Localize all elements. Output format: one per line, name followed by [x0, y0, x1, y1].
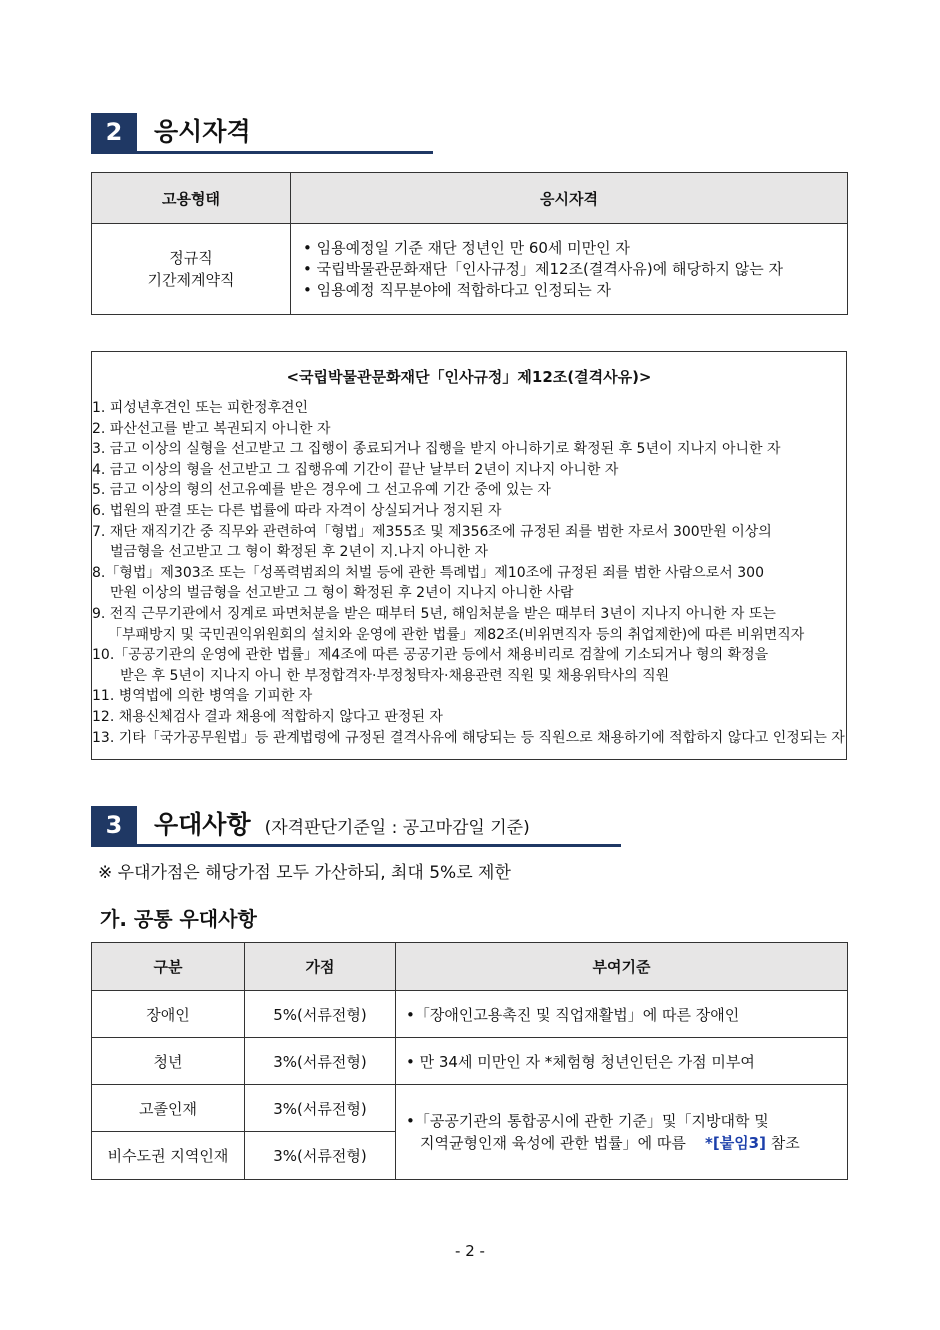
- list-item: 2. 파산선고를 받고 복권되지 아니한 자: [92, 420, 331, 437]
- section-title: 응시자격: [154, 117, 251, 146]
- list-item: 8.「형법」제303조 또는「성폭력범죄의 처벌 등에 관한 특례법」제10조에 규정된 죄를 범한 사람으로서 300: [92, 564, 764, 581]
- employment-type: 정규직: [169, 249, 213, 267]
- list-item: 6. 법원의 판결 또는 다른 법률에 따라 자격이 상실되거나 정지된 자: [92, 502, 502, 519]
- table-row: [92, 1085, 848, 1132]
- points-cell: 3%(서류전형): [245, 1038, 396, 1085]
- section-title-text: 우대사항: [154, 810, 251, 839]
- disqualification-list: [92, 398, 848, 748]
- criteria-cell: •「장애인고용촉진 및 직업재활법」에 따른 장애인: [396, 991, 848, 1038]
- category-cell: 비수도권 지역인재: [92, 1132, 245, 1180]
- points-cell: 5%(서류전형): [245, 991, 396, 1038]
- criteria-line: •「공공기관의 통합공시에 관한 기준」및「지방대학 및: [406, 1112, 769, 1130]
- list-item: 4. 금고 이상의 형을 선고받고 그 집행유예 기간이 끝난 날부터 2년이 지나지 아니한 자: [92, 461, 619, 478]
- qualification-table: [91, 172, 848, 315]
- section-title: [154, 806, 530, 847]
- category-cell: 고졸인재: [92, 1085, 245, 1132]
- criteria-line: [406, 1132, 846, 1154]
- table-header: 고용형태: [92, 173, 291, 224]
- section-number: 3: [91, 806, 137, 844]
- table-header: 가점: [245, 943, 396, 991]
- table-header: 구분: [92, 943, 245, 991]
- list-item: 13. 기타「국가공무원법」등 관계법령에 규정된 결격사유에 해당되는 등 직원으로 채용하기에 적합하지 않다고 인정되는 자: [92, 729, 845, 746]
- table-header: 부여기준: [396, 943, 848, 991]
- list-item: 11. 병역법에 의한 병역을 기피한 자: [92, 688, 313, 705]
- list-item: 7. 재단 재직기간 중 직무와 관련하여「형법」제355조 및 제356조에 규정된 죄를 범한 자로서 300만원 이상의: [92, 523, 772, 540]
- box-title: <국립박물관문화재단「인사규정」제12조(결격사유)>: [286, 368, 652, 386]
- table-row: [92, 991, 848, 1038]
- points-cell: 3%(서류전형): [245, 1085, 396, 1132]
- criteria-cell: • 만 34세 미만인 자 *체험형 청년인턴은 가점 미부여: [396, 1038, 848, 1085]
- points-cell: 3%(서류전형): [245, 1132, 396, 1180]
- list-item: 만원 이상의 벌금형을 선고받고 그 형이 확정된 후 2년이 지나지 아니한 사람: [110, 585, 574, 602]
- list-item: • 임용예정일 기준 재단 정년인 만 60세 미만인 자: [303, 238, 630, 257]
- section-underline: [91, 151, 433, 154]
- page-number: - 2 -: [455, 1242, 485, 1260]
- category-cell: 청년: [92, 1038, 245, 1085]
- preference-table: [91, 942, 848, 1180]
- category-cell: 장애인: [92, 991, 245, 1038]
- qualification-cell: [291, 224, 848, 315]
- criteria-suffix: 참조: [770, 1134, 800, 1152]
- list-item: 12. 채용신체검사 결과 채용에 적합하지 않다고 판정된 자: [92, 708, 443, 725]
- list-item: • 국립박물관문화재단「인사규정」제12조(결격사유)에 해당하지 않는 자: [303, 259, 783, 278]
- section-subtitle: (자격판단기준일 : 공고마감일 기준): [264, 818, 530, 838]
- criteria-text: 지역균형인재 육성에 관한 법률」에 따름: [420, 1134, 686, 1152]
- list-item: 받은 후 5년이 지나지 아니 한 부정합격자·부정청탁자·채용관련 직원 및 채용위탁사의 직원: [120, 667, 670, 684]
- section-underline: [91, 844, 621, 847]
- list-item: 10.「공공기관의 운영에 관한 법률」제4조에 따른 공공기관 등에서 채용비리로 검찰에 기소되거나 형의 확정을: [92, 647, 769, 664]
- list-item: 「부패방지 및 국민권익위원회의 설치와 운영에 관한 법률」제82조(비위면직자 등의 취업제한)에 따른 비위면직자: [108, 626, 805, 643]
- section-number: 2: [91, 113, 137, 151]
- attachment-reference: *[붙임3]: [705, 1134, 766, 1152]
- list-item: 3. 금고 이상의 실형을 선고받고 그 집행이 종료되거나 집행을 받지 아니하기로 확정된 후 5년이 지나지 아니한 자: [92, 441, 781, 458]
- list-item: 1. 피성년후견인 또는 피한정후견인: [92, 400, 309, 416]
- preference-note: ※ 우대가점은 해당가점 모두 가산하되, 최대 5%로 제한: [98, 863, 511, 883]
- list-item: 벌금형을 선고받고 그 형이 확정된 후 2년이 지.나지 아니한 자: [110, 544, 488, 561]
- subheading: 가. 공통 우대사항: [100, 907, 257, 931]
- disqualification-box: [91, 351, 847, 760]
- list-item: • 임용예정 직무분야에 적합하다고 인정되는 자: [303, 280, 611, 299]
- table-header: 응시자격: [291, 173, 848, 224]
- criteria-cell: [396, 1085, 848, 1180]
- list-item: 5. 금고 이상의 형의 선고유예를 받은 경우에 그 선고유예 기간 중에 있는 자: [92, 482, 551, 499]
- table-row: [92, 1038, 848, 1085]
- list-item: 9. 전직 근무기관에서 징계로 파면처분을 받은 때부터 5년, 해임처분을 받은 때부터 3년이 지나지 아니한 자 또는: [92, 605, 776, 622]
- employment-type-cell: [92, 224, 291, 315]
- employment-type: 기간제계약직: [147, 271, 235, 289]
